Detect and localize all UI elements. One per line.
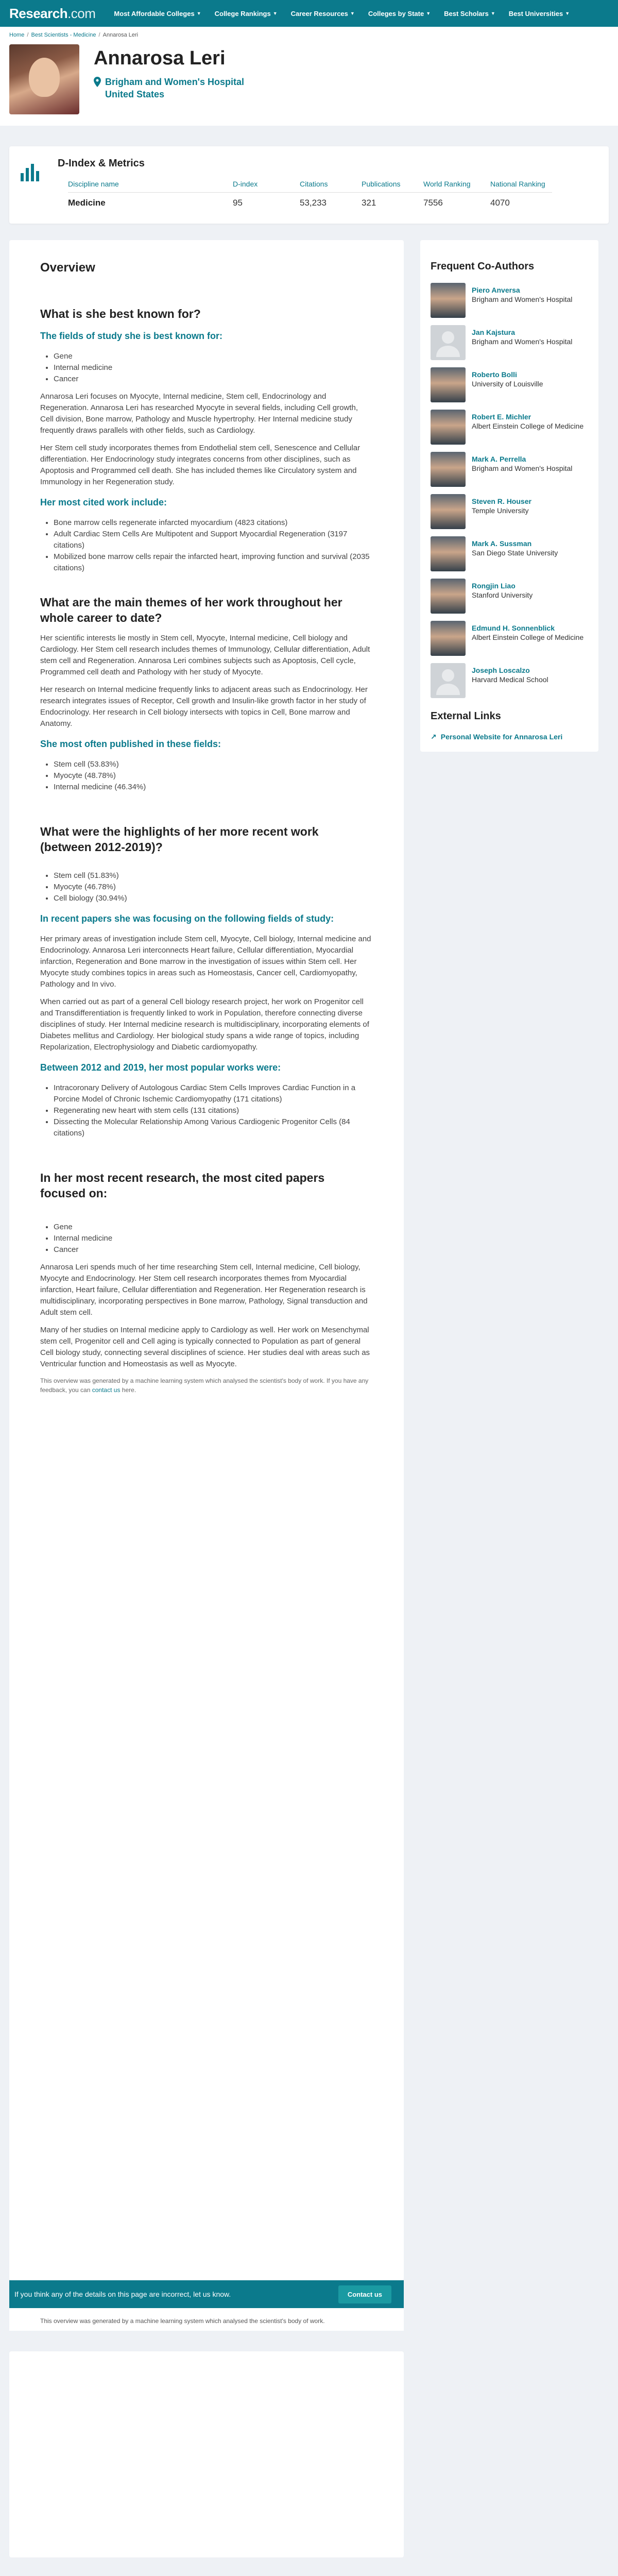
location-pin-icon [94,77,101,87]
external-link-icon: ↗ [431,733,437,741]
section-heading: What are the main themes of her work throughout her whole career to date? [40,596,342,624]
avatar-placeholder-icon [431,663,466,698]
list-item: • Stem cell (51.83%) [54,870,373,882]
metrics-publications: 321 [362,198,376,208]
external-links-title: External Links [431,710,501,722]
subsection-heading: The fields of study she is best known for: [40,331,223,341]
overview-title: Overview [40,261,95,275]
paragraph: Her research on Internal medicine frequently links to adjacent areas such as Endocrinology. Her research integrates issues of Receptor, Cell growth and Insulin-like growth factor in her study of Endocrinology. Her research in Cell biology intersects with topics in Cell, Bone marrow and Anatomy. [40,685,368,728]
feedback-text: If you think any of the details on this page are incorrect, let us know. [14,2290,231,2298]
avatar [431,283,466,318]
affiliation[interactable] [94,76,244,100]
profile-photo [9,44,79,114]
avatar [431,494,466,529]
nav-item-best-universities[interactable]: Best Universities ▼ [508,9,570,18]
coauthor-item[interactable]: Jan Kajstura Brigham and Women's Hospital [431,325,589,360]
chevron-down-icon: ▼ [272,11,278,16]
metrics-header: D-index [233,180,300,193]
coauthor-item[interactable]: Edmund H. Sonnenblick Albert Einstein College of Medicine [431,621,589,656]
nav-item-college-rankings[interactable]: College Rankings ▼ [214,9,278,18]
top-navigation [0,0,618,27]
avatar [431,410,466,445]
paragraph: Her primary areas of investigation include Stem cell, Myocyte, Cell biology, Internal medicine and Endocrinology. Annarosa Leri interconnects Heart failure, Cellular differentiation, Myocardial infarction, Regeneration and Bone marrow in the investigation of issues within Stem cell. Her Myocyte study combines topics in areas such as Homeostasis, Cancer cell, Cardiomyopathy, Pathology and In vivo. [40,935,371,989]
disclaimer: This overview was generated by a machine learning system which analysed the scientist's body of work. [9,2308,404,2331]
paragraph: Many of her studies on Internal medicine apply to Cardiology as well. Her work on Mesenchymal stem cell, Progenitor cell and Cell aging is typically connected to Population as part of general Cell biology study, connecting several disciplines of science. Her studies deal with areas such as Ventricular function and Homeostasis as well as Myocyte. [40,1326,370,1368]
bar-chart-icon [19,162,40,183]
list-item: • Intracoronary Delivery of Autologous Cardiac Stem Cells Improves Cardiac Function in a Porcine Model of Chronic Ischemic Cardiomyopathy (171 citations) [54,1082,373,1105]
often-list [54,759,373,793]
coauthor-item[interactable]: Piero Anversa Brigham and Women's Hospital [431,283,589,318]
popular-list [54,1082,373,1139]
avatar-placeholder-icon [431,325,466,360]
section-heading: In her most recent research, the most cited papers focused on: [40,1171,325,1200]
chevron-down-icon: ▼ [350,11,355,16]
overview-card [9,240,404,2280]
page-title: Annarosa Leri [94,47,226,69]
list-item: • Mobilized bone marrow cells repair the infarcted heart, improving function and survival (2035 citations) [54,551,373,574]
section-heading: What is she best known for? [40,307,201,320]
avatar [431,536,466,571]
metrics-header: Publications [362,180,423,193]
nav-item-affordable-colleges[interactable]: Most Affordable Colleges ▼ [114,9,201,18]
list-item: • Dissecting the Molecular Relationship Among Various Cardiogenic Progenitor Cells (84 citations) [54,1116,373,1139]
list-item: • Stem cell (53.83%) [54,759,373,770]
list-item: • Adult Cardiac Stem Cells Are Multipotent and Support Myocardial Regeneration (3197 citations) [54,529,373,551]
paragraph: When carried out as part of a general Cell biology research project, her work on Progenitor cell and Transdifferentiation is frequently linked to work in Population, therefore connecting diverse disciplines of study. Her Internal medicine research is multidisciplinary, incorporating elements of Diabetes mellitus and Cardiology. Her biological study spans a wide range of topics, including Repolarization, Electrophysiology and Diabetic cardiomyopathy. [40,997,369,1052]
chevron-down-icon: ▼ [490,11,495,16]
list-item: • Internal medicine [54,1233,373,1244]
avatar [431,621,466,656]
paragraph: Her Stem cell study incorporates themes from Endothelial stem cell, Senescence and Cellular differentiation. Her Endocrinology study integrates concerns from other disciplines, such as Apoptosis and Programmed cell death. She has included themes like Circulatory system and Immunology in her Regeneration study. [40,444,360,486]
paragraph: Annarosa Leri focuses on Myocyte, Internal medicine, Stem cell, Endocrinology and Regeneration. Annarosa Leri has researched Myocyte in several fields, including Cell growth, Cell division, Bone marrow, Pathology and Muscle hypertrophy. Her Internal medicine study frequently draws parallels with other fields, such as Cardiology. [40,392,358,435]
list-item: • Myocyte (48.78%) [54,770,373,782]
list-item: • Regenerating new heart with stem cells (131 citations) [54,1105,373,1116]
subsection-heading: Her most cited work include: [40,497,167,507]
paragraph: Her scientific interests lie mostly in Stem cell, Myocyte, Internal medicine, Cell biology and Cardiology. Her Stem cell research includes themes of Immunology, Cellular differentiation, Adult stem cell and Regeneration. Annarosa Leri combines subjects such as Apoptosis, Cell cycle, Programmed cell death and Pathology with her study of Myocyte. [40,634,370,676]
metrics-header: National Ranking [490,180,552,193]
metrics-world-ranking: 7556 [423,198,443,208]
subsection-heading: In recent papers she was focusing on the following fields of study: [40,913,334,924]
chevron-down-icon: ▼ [196,11,201,16]
list-item: • Bone marrow cells regenerate infarcted myocardium (4823 citations) [54,517,373,529]
affiliation-institution: Brigham and Women's Hospital [105,77,244,87]
list-item: • Internal medicine [54,362,373,374]
list-item: • Gene [54,351,373,362]
metrics-table [68,180,595,208]
metrics-discipline: Medicine [68,198,106,208]
chevron-down-icon: ▼ [565,11,570,16]
list-item: • Cancer [54,1244,373,1256]
coauthor-item[interactable]: Joseph Loscalzo Harvard Medical School [431,663,589,698]
contact-us-button[interactable]: Contact us [338,2285,391,2303]
metrics-header: Discipline name [68,180,233,193]
coauthor-item[interactable]: Steven R. Houser Temple University [431,494,589,529]
personal-website-link[interactable]: ↗ Personal Website for Annarosa Leri [431,733,563,741]
feedback-banner [9,2280,404,2308]
list-item: • Cancer [54,374,373,385]
recent-list [54,870,373,904]
avatar [431,452,466,487]
fields-list [54,351,373,385]
main-content [9,240,609,2576]
coauthor-item[interactable]: Mark A. Sussman San Diego State University [431,536,589,571]
recent-fields-list [54,1222,373,1256]
coauthor-item[interactable]: Rongjin Liao Stanford University [431,579,589,614]
nav-item-colleges-by-state[interactable]: Colleges by State ▼ [368,9,431,18]
coauthors-card [420,240,598,752]
metrics-header: World Ranking [423,180,490,193]
contact-us-link[interactable]: contact us [92,1386,121,1394]
breadcrumb-home[interactable]: Home [9,32,25,38]
coauthor-item[interactable]: Robert E. Michler Albert Einstein College of Medicine [431,410,589,445]
metrics-dindex: 95 [233,198,243,208]
list-item: • Gene [54,1222,373,1233]
paragraph: Annarosa Leri spends much of her time researching Stem cell, Internal medicine, Cell biology, Myocyte and Endocrinology. Her Stem cell research incorporates themes from Myocardial infarction, Heart failure, Cellular differentiation and Regeneration. Her Regeneration research is multidisciplinary, incorporating perspectives in Bone marrow, Pathology, Signal transduction and Adult stem cell. [40,1263,368,1317]
metrics-header: Citations [300,180,362,193]
list-item: • Myocyte (46.78%) [54,882,373,893]
list-item: • Cell biology (30.94%) [54,893,373,904]
nav-item-career-resources[interactable]: Career Resources ▼ [290,9,355,18]
subsection-heading: She most often published in these fields: [40,739,221,749]
breadcrumb-current: Annarosa Leri [102,32,139,38]
nav-item-best-scholars[interactable]: Best Scholars ▼ [444,9,495,18]
coauthor-item[interactable]: Roberto Bolli University of Louisville [431,367,589,402]
coauthors-title: Frequent Co-Authors [431,261,535,272]
list-item: • Internal medicine (46.34%) [54,782,373,793]
breadcrumb-scientists[interactable]: Best Scientists - Medicine [31,32,96,38]
subsection-heading: Between 2012 and 2019, her most popular works were: [40,1062,281,1073]
metrics-title: D-Index & Metrics [58,158,145,169]
section-heading: What were the highlights of her more recent work (between 2012-2019)? [40,825,319,854]
metrics-national-ranking: 4070 [490,198,510,208]
profile-header [0,27,618,126]
chevron-down-icon: ▼ [426,11,431,16]
metrics-citations: 53,233 [300,198,327,208]
metrics-card [9,146,609,224]
coauthor-item[interactable]: Mark A. Perrella Brigham and Women's Hospital [431,452,589,487]
overview-note: This overview was generated by a machine learning system which analysed the scientist's body of work. If you have any feedback, you can contact us here. [40,1377,369,1394]
avatar [431,367,466,402]
cited-list [54,517,373,574]
breadcrumb: Home / Best Scientists - Medicine / Annarosa Leri [9,32,139,38]
avatar [431,579,466,614]
site-logo[interactable]: Research.com [9,5,96,21]
affiliation-country: United States [105,89,165,99]
blank-card [9,2351,404,2557]
